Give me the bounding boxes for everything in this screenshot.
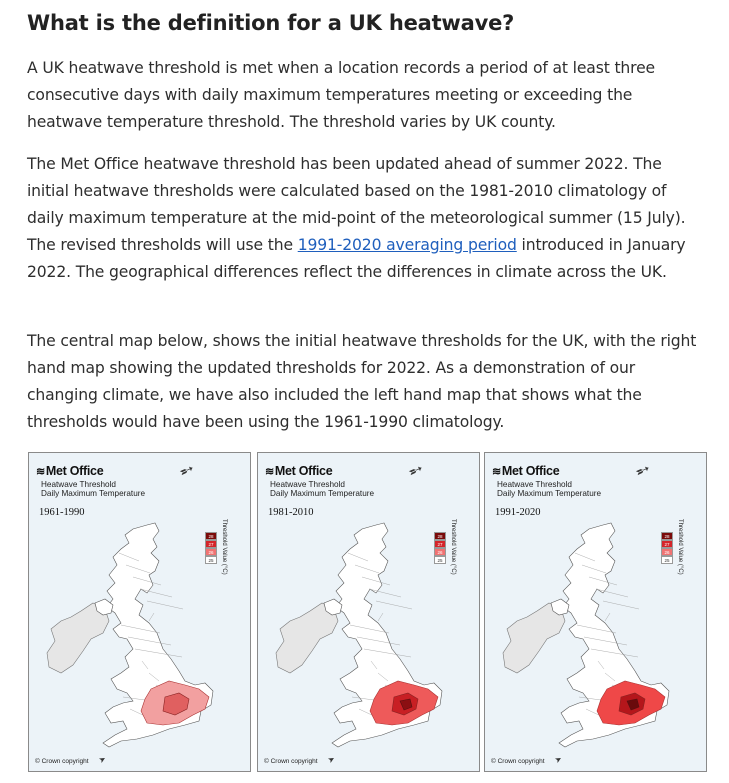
paragraph-update: [27, 151, 707, 286]
section-heading: What is the definition for a UK heatwave?: [27, 11, 515, 35]
map-panel-1981-2010[interactable]: [257, 452, 480, 772]
logo-text: Met Office: [501, 464, 560, 478]
paragraph-maps-intro: The central map below, shows the initial heatwave thresholds for the UK, with the right hand map showing the updated thresholds for 2022. As a demonstration of our changing climate, we have also included the left hand map that shows what the thresholds would have been using the 1961-1990 climatology.: [27, 332, 697, 431]
logo-text: Met Office: [45, 464, 104, 478]
legend-swatch: 27: [661, 540, 673, 548]
averaging-period-link[interactable]: 1991-2020 averaging period: [297, 236, 517, 254]
climatology-period: 1981-2010: [268, 507, 314, 518]
met-office-wave-icon: ≋: [36, 466, 45, 478]
arrow-icon: ➤: [97, 753, 108, 766]
legend-swatch: 25: [205, 556, 217, 564]
legend-title: Threshold Value (°C): [677, 519, 683, 575]
heatwave-maps: [28, 452, 708, 772]
paragraph-definition: A UK heatwave threshold is met when a location records a period of at least three consecutive days with daily maximum temperatures meeting or exceeding the heatwave temperature threshold. The threshold varies by UK county.: [27, 59, 655, 131]
map-subtitle-1: Heatwave Threshold: [270, 480, 345, 489]
crown-copyright: © Crown copyright: [35, 758, 89, 765]
paragraph-update-text-1: The Met Office heatwave threshold has been updated ahead of summer 2022. The initial heatwave thresholds were calculated based on the 1981-2010 climatology of daily maximum temperature at the mid-point of the meteorological summer (15 July). The revised thresholds will use the: [27, 155, 686, 254]
climatology-period: 1991-2020: [495, 507, 541, 518]
county-boundary: [596, 589, 628, 597]
county-boundary: [369, 589, 401, 597]
legend-scale: [661, 532, 673, 564]
county-boundary: [140, 589, 172, 597]
uk-map: [485, 453, 707, 772]
north-arrow-icon: ➶: [404, 458, 427, 483]
legend-swatch: 26: [205, 548, 217, 556]
map-subtitle-1: Heatwave Threshold: [497, 480, 572, 489]
map-subtitle-2: Daily Maximum Temperature: [270, 489, 375, 498]
map-subtitle-2: Daily Maximum Temperature: [497, 489, 602, 498]
map-subtitle-2: Daily Maximum Temperature: [41, 489, 146, 498]
uk-map: [29, 453, 251, 772]
met-office-wave-icon: ≋: [265, 466, 274, 478]
legend-swatch: 28: [661, 532, 673, 540]
county-boundary: [603, 601, 639, 609]
legend-scale: [434, 532, 446, 564]
met-office-logo: [265, 464, 332, 478]
legend-swatch: 28: [205, 532, 217, 540]
county-boundary: [147, 601, 183, 609]
ireland-shape: [503, 603, 565, 673]
north-arrow-icon: ➶: [631, 458, 654, 483]
paragraph-update-text-2: introduced in January 2022. The geographical differences reflect the differences in climate across the UK.: [27, 236, 686, 281]
ireland-shape: [276, 603, 338, 673]
county-boundary: [149, 613, 154, 621]
legend-swatch: 25: [434, 556, 446, 564]
arrow-icon: ➤: [326, 753, 337, 766]
met-office-logo: [36, 464, 103, 478]
map-subtitle-1: Heatwave Threshold: [41, 480, 116, 489]
map-panel-1961-1990[interactable]: [28, 452, 251, 772]
county-boundary: [605, 613, 610, 621]
ireland-shape: [47, 603, 109, 673]
arrow-icon: ➤: [553, 753, 564, 766]
logo-text: Met Office: [274, 464, 333, 478]
met-office-wave-icon: ≋: [492, 466, 501, 478]
climatology-period: 1961-1990: [39, 507, 85, 518]
crown-copyright: © Crown copyright: [264, 758, 318, 765]
county-boundary: [376, 601, 412, 609]
legend-scale: [205, 532, 217, 564]
crown-copyright: © Crown copyright: [491, 758, 545, 765]
legend-title: Threshold Value (°C): [221, 519, 227, 575]
legend-swatch: 26: [434, 548, 446, 556]
uk-map: [258, 453, 480, 772]
legend-swatch: 27: [205, 540, 217, 548]
map-panel-1991-2020[interactable]: [484, 452, 707, 772]
county-boundary: [378, 613, 383, 621]
legend-swatch: 28: [434, 532, 446, 540]
north-arrow-icon: ➶: [175, 458, 198, 483]
legend-swatch: 27: [434, 540, 446, 548]
legend-swatch: 25: [661, 556, 673, 564]
legend-swatch: 26: [661, 548, 673, 556]
legend-title: Threshold Value (°C): [450, 519, 456, 575]
met-office-logo: [492, 464, 559, 478]
